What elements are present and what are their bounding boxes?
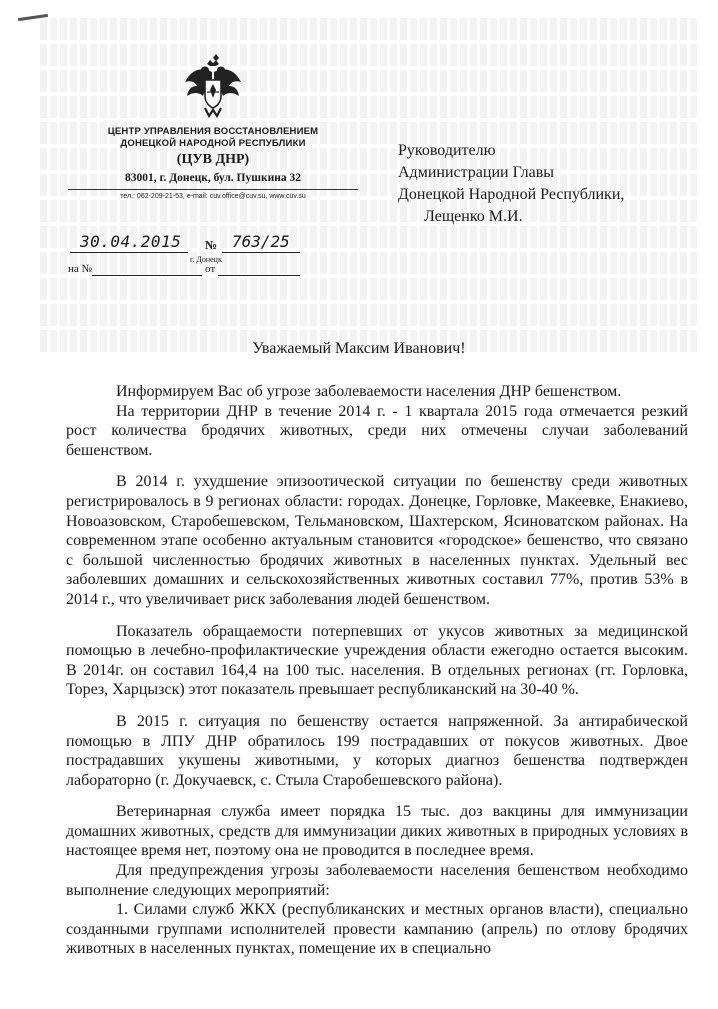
coat-of-arms-icon [183, 52, 243, 120]
reference-number-underline [92, 275, 202, 276]
org-short-name: (ЦУВ ДНР) [176, 152, 250, 167]
paragraph: Ветеринарная служба имеет порядка 15 тыс. доз вакцины для иммунизации домашних животных, средств для иммунизации диких животных в природных условиях в настоящее время нет, поэтому она не проводится в последнее время. [66, 803, 688, 860]
date-underline [70, 252, 188, 253]
addressee-line-3: Донецкой Народной Республики, [398, 186, 625, 203]
number-underline [222, 252, 300, 253]
scan-artifact [18, 14, 48, 21]
org-name-line-2: ДОНЕЦКОЙ НАРОДНОЙ РЕСПУБЛИКИ [120, 138, 306, 149]
paragraph: 1. Силами служб ЖКХ (республиканских и местных органов власти), специально созданными группами исполнителей провести кампанию (апрель) по отлову бродячих животных в населенных пунктах, помещение их в специально [66, 901, 688, 958]
outgoing-number: 763/25 [232, 232, 290, 251]
letterhead-divider [68, 189, 358, 190]
letter-body [66, 382, 688, 959]
reference-number-label: на № [68, 263, 93, 275]
org-name-line-1: ЦЕНТР УПРАВЛЕНИЯ ВОССТАНОВЛЕНИЕМ [107, 126, 319, 137]
org-contacts: тел.: 062-209-21-53, e-mail: cuv.office@cuv.su, www.cuv.su [120, 193, 306, 200]
outgoing-number-label: № [205, 238, 218, 252]
paragraph: Информируем Вас об угрозе заболеваемости населения ДНР бешенством. [116, 383, 622, 400]
addressee-block [398, 140, 624, 228]
paragraph: В 2014 г. ухудшение эпизоотической ситуации по бешенству среди животных регистрировалось в 9 регионах области: городах. Донецке, Горловке, Макеевке, Енакиево, Новоазовском, Старобешевском, Тельмановском, Шахтерском, Ясиноватском районах. На современном этапе особенно актуальным становится «городское» бешенство, что связано с большой численностью бродячих животных в населенных пунктах. Удельный вес заболевших домашних и сельскохозяйственных животных составил 77%, против 53% в 2014 г., что увеличивает риск заболевания людей бешенством. [66, 473, 688, 608]
outgoing-date: 30.04.2015 [80, 232, 182, 251]
paragraph: В 2015 г. ситуация по бешенству остается напряженной. За антирабической помощью в ЛПУ ДНР обратилось 199 пострадавших от покусов животных. Двое пострадавших укушены животными, у которых диагноз бешенства подтвержден лабораторно (г. Докучаевск, с. Стыла Старобешевского района). [66, 712, 688, 789]
org-address: 83001, г. Донецк, бул. Пушкина 32 [125, 172, 301, 184]
paragraph: Для предупреждения угрозы заболеваемости населения бешенством необходимо выполнение следующих мероприятий: [66, 862, 688, 899]
city-note: г. Донецк [190, 255, 222, 264]
addressee-line-4: Лещенко М.И. [424, 208, 523, 225]
letterhead [68, 52, 358, 202]
paragraph: Показатель обращаемости потерпевших от укусов животных за медицинской помощью в лечебно-профилактические учреждения области ежегодно остается высоким. В 2014г. он составил 164,4 на 100 тыс. населения. В отдельных регионах (гг. Горловка, Торез, Харцызск) этот показатель превышает республиканский на 30-40 %. [66, 622, 688, 699]
addressee-line-2: Администрации Главы [398, 164, 555, 181]
reference-date-label: от [205, 263, 216, 275]
paragraph: На территории ДНР в течение 2014 г. - 1 квартала 2015 года отмечается резкий рост количества бродячих животных, среди них отмечены случаи заболеваний бешенством. [66, 402, 688, 459]
salutation: Уважаемый Максим Иванович! [252, 340, 466, 357]
addressee-line-1: Руководителю [398, 142, 496, 159]
reference-date-underline [218, 275, 300, 276]
